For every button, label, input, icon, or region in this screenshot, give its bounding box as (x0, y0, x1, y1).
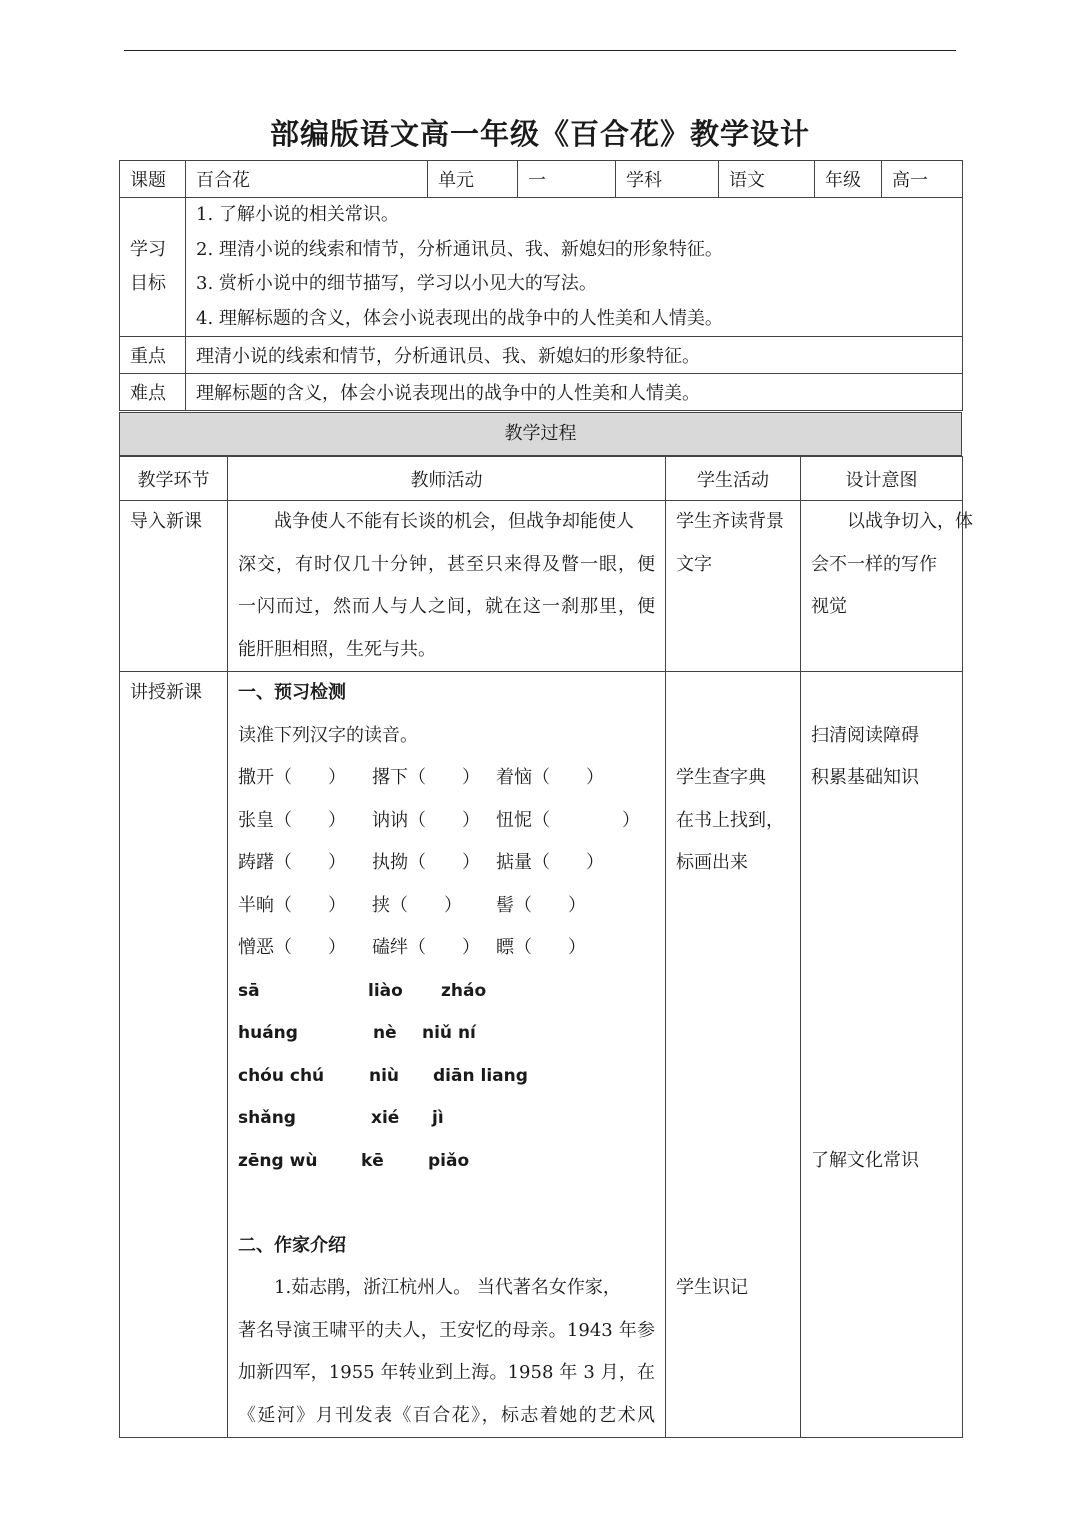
goal-item: 1. 了解小说的相关常识。 (196, 204, 399, 225)
hard-row (120, 374, 963, 411)
goals-row (120, 198, 963, 337)
header-intent: 设计意图 (801, 457, 963, 501)
intro-student: 学生齐读背景 文字 (666, 501, 801, 672)
process-table (119, 456, 973, 1438)
intro-teacher: 战争使人不能有长谈的机会，但战争却能使人 深交，有时仅几十分钟，甚至只来得及瞥一眼，便 一闪而过，然而人与人之间，就在这一刹那里，便 能肝胆相照，生死与共。 (228, 501, 666, 672)
process-header-row (120, 457, 963, 501)
char-row: 撒开（ ） 撂下（ ） 着恼（ ） (238, 767, 604, 788)
intro-row (120, 501, 963, 672)
label-grade: 年级 (815, 161, 882, 198)
header-student: 学生活动 (666, 457, 801, 501)
header-stage: 教学环节 (120, 457, 228, 501)
key-label: 重点 (120, 337, 186, 374)
lecture-stage: 讲授新课 (120, 672, 228, 1438)
lecture-intent: 扫清阅读障碍 积累基础知识 了解文化常识 (801, 672, 963, 1438)
hard-label: 难点 (120, 374, 186, 411)
label-unit: 单元 (428, 161, 518, 198)
pinyin-row: huáng nè niǔ ní (238, 1023, 476, 1043)
value-grade: 高一 (882, 161, 963, 198)
lecture-student: 学生查字典 在书上找到， 标画出来 学生识记 (666, 672, 801, 1438)
goals-label: 学习 目标 (120, 198, 186, 337)
label-course: 课题 (120, 161, 186, 198)
value-unit: 一 (518, 161, 616, 198)
value-course: 百合花 (186, 161, 428, 198)
info-table (119, 160, 963, 411)
goal-item: 3. 赏析小说中的细节描写，学习以小见大的写法。 (196, 273, 597, 294)
document-title: 部编版语文高一年级《百合花》教学设计 (269, 117, 810, 151)
goal-item: 2. 理清小说的线索和情节，分析通讯员、我、新媳妇的形象特征。 (196, 238, 723, 260)
key-text: 理清小说的线索和情节，分析通讯员、我、新媳妇的形象特征。 (186, 337, 963, 374)
info-row (120, 161, 963, 198)
value-subject: 语文 (719, 161, 815, 198)
header-teacher: 教师活动 (228, 457, 666, 501)
label-subject: 学科 (616, 161, 719, 198)
lecture-row (120, 672, 963, 1438)
lecture-teacher: 一、预习检测 读准下列汉字的读音。 撒开（ ） 撂下（ ） 着恼（ ） 张皇（ ） 讷讷（ ） 忸怩（ ） 踌躇（ ） 执拗（ ） 掂量（ ） 半晌（ ） 挟（ ） 髻（ ） 憎恶（ ） 磕绊（ ） 瞟（ ） sā liào zháo huáng nè niǔ ní chóu chú niù diān liang shǎng xié jì zēng wù kē piǎo 二、作家介绍 1.茹志鹃，浙江杭州人。 当代著名女作家， 著名导演王啸平的夫人，王安忆的母亲。1943 年参 加新四军，1955 年转业到上海。1958 年 3 月，在 《延河》月刊发表《百合花》，标志着她的艺术风 (228, 672, 666, 1438)
section-author-title: 二、作家介绍 (238, 1234, 346, 1256)
intro-intent: 以战争切入，体 会不一样的写作 视觉 (801, 501, 963, 672)
hard-text: 理解标题的含义，体会小说表现出的战争中的人性美和人情美。 (186, 374, 963, 411)
char-row: 半晌（ ） 挟（ ） 髻（ ） (238, 894, 586, 916)
pinyin-row: sā liào zháo (238, 980, 487, 1001)
pinyin-row: shǎng xié jì (238, 1108, 444, 1128)
top-rule (124, 50, 956, 51)
char-row: 憎恶（ ） 磕绊（ ） 瞟（ ） (238, 937, 586, 958)
pinyin-row: chóu chú niù diān liang (238, 1065, 528, 1086)
intro-stage: 导入新课 (120, 501, 228, 672)
goal-item: 4. 理解标题的含义，体会小说表现出的战争中的人性美和人情美。 (196, 307, 723, 329)
pinyin-row: zēng wù kē piǎo (238, 1150, 470, 1171)
section-preview-title: 一、预习检测 (238, 682, 346, 703)
char-row: 张皇（ ） 讷讷（ ） 忸怩（ ） (238, 809, 640, 831)
section-preview-instruction: 读准下列汉字的读音。 (238, 724, 418, 746)
key-row (120, 337, 963, 374)
goals-cell (186, 198, 963, 337)
process-title: 教学过程 (119, 412, 962, 456)
char-row: 踌躇（ ） 执拗（ ） 掂量（ ） (238, 852, 604, 873)
